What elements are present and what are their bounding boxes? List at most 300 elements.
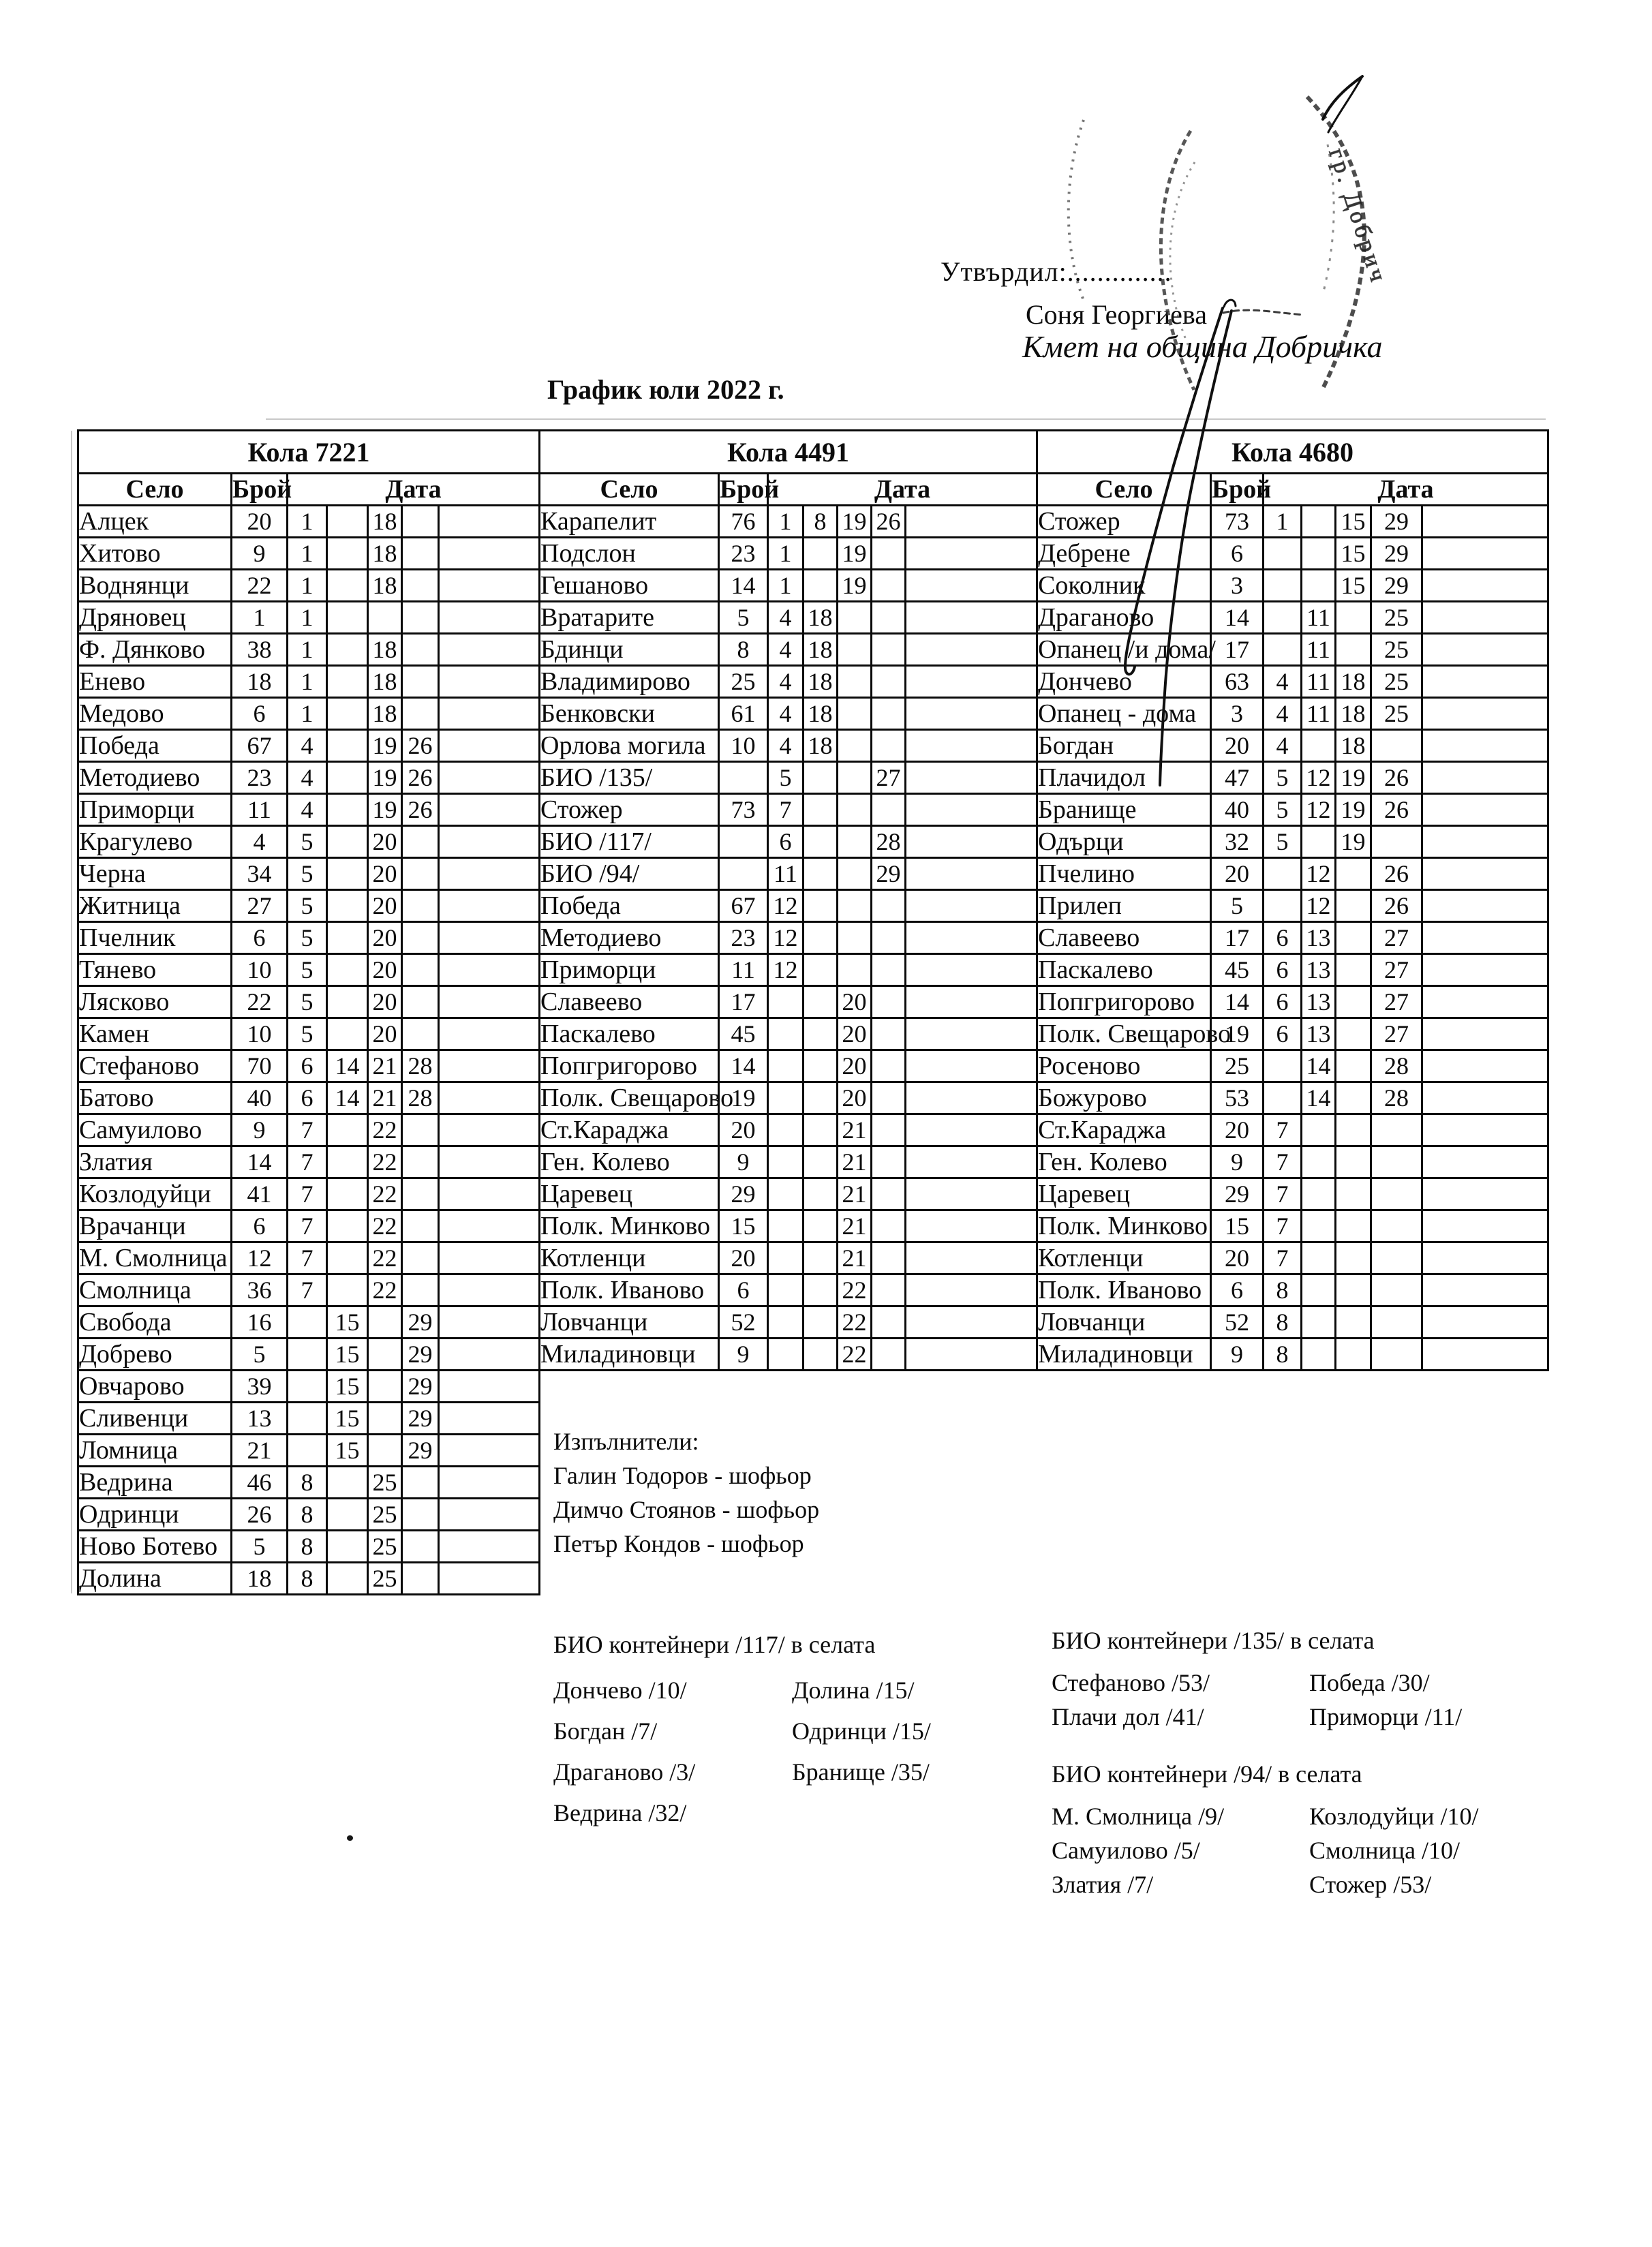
date-cell <box>804 890 838 922</box>
spacer-cell <box>1422 506 1548 538</box>
date-cell: 7 <box>1264 1146 1302 1178</box>
table-row <box>1037 1178 1548 1210</box>
spacer-cell <box>1422 1274 1548 1306</box>
date-cell <box>872 1242 906 1274</box>
count-cell: 53 <box>1211 1082 1264 1114</box>
date-cell: 22 <box>368 1178 402 1210</box>
village-cell: Батово <box>78 1082 232 1114</box>
date-cell <box>327 1531 368 1563</box>
spacer-cell <box>439 1114 540 1146</box>
date-cell: 26 <box>1371 890 1422 922</box>
date-cell <box>1302 1210 1336 1242</box>
spacer-cell <box>906 666 1037 698</box>
date-cell <box>804 1082 838 1114</box>
table-row <box>78 954 540 986</box>
page-title: График юли 2022 г. <box>547 374 784 405</box>
date-cell <box>327 1114 368 1146</box>
date-cell: 1 <box>288 634 327 666</box>
village-cell: Стефаново <box>78 1050 232 1082</box>
count-cell: 47 <box>1211 762 1264 794</box>
date-cell <box>1302 1242 1336 1274</box>
date-cell <box>288 1339 327 1371</box>
date-cell <box>327 570 368 602</box>
date-cell: 7 <box>288 1242 327 1274</box>
spacer-cell <box>1422 794 1548 826</box>
date-cell: 25 <box>368 1563 402 1595</box>
village-cell: Опанец /и дома/ <box>1037 634 1211 666</box>
village-cell: Сливенци <box>78 1403 232 1435</box>
date-cell <box>804 794 838 826</box>
date-cell: 20 <box>368 858 402 890</box>
date-cell: 12 <box>768 890 804 922</box>
village-cell: Свобода <box>78 1306 232 1339</box>
date-cell <box>327 1210 368 1242</box>
list-item: Златия /7/ <box>1052 1871 1154 1898</box>
date-cell: 4 <box>768 666 804 698</box>
count-cell: 6 <box>232 698 288 730</box>
date-cell <box>402 1499 439 1531</box>
table-row <box>540 538 1037 570</box>
table-row <box>78 538 540 570</box>
date-cell <box>368 602 402 634</box>
date-cell <box>402 1018 439 1050</box>
date-cell: 26 <box>872 506 906 538</box>
count-cell: 25 <box>719 666 768 698</box>
table-row <box>1037 1210 1548 1242</box>
date-cell: 6 <box>288 1050 327 1082</box>
date-cell <box>804 538 838 570</box>
date-cell: 13 <box>1302 1018 1336 1050</box>
village-cell: Ведрина <box>78 1467 232 1499</box>
village-cell: Бранище <box>1037 794 1211 826</box>
village-cell: Владимирово <box>540 666 719 698</box>
village-cell: Славеево <box>1037 922 1211 954</box>
date-cell <box>872 1082 906 1114</box>
spacer-cell <box>439 954 540 986</box>
spacer-cell <box>439 1531 540 1563</box>
list-item: Победа /30/ <box>1309 1669 1430 1696</box>
date-cell: 11 <box>1302 698 1336 730</box>
date-cell: 20 <box>838 986 872 1018</box>
table-row <box>1037 1242 1548 1274</box>
date-cell: 18 <box>804 634 838 666</box>
scan-artifact-line-left <box>71 431 72 1593</box>
date-cell <box>327 890 368 922</box>
table-row <box>540 1082 1037 1114</box>
date-cell <box>1336 1146 1371 1178</box>
date-cell <box>1302 1114 1336 1146</box>
date-cell <box>804 1050 838 1082</box>
village-cell: Пчелино <box>1037 858 1211 890</box>
date-cell: 18 <box>1336 730 1371 762</box>
spacer-cell <box>439 1371 540 1403</box>
date-cell <box>872 602 906 634</box>
date-cell <box>804 570 838 602</box>
spacer-cell <box>439 1210 540 1242</box>
date-cell: 4 <box>1264 698 1302 730</box>
village-cell: Смолница <box>78 1274 232 1306</box>
table-row <box>540 602 1037 634</box>
count-cell: 6 <box>1211 1274 1264 1306</box>
date-cell <box>1302 1274 1336 1306</box>
table-row <box>78 1210 540 1242</box>
date-cell: 15 <box>327 1371 368 1403</box>
date-cell: 1 <box>288 698 327 730</box>
table-row <box>1037 1114 1548 1146</box>
count-cell: 20 <box>1211 858 1264 890</box>
village-cell: Соколник <box>1037 570 1211 602</box>
spacer-cell <box>906 826 1037 858</box>
date-cell <box>327 1467 368 1499</box>
count-cell <box>719 858 768 890</box>
date-cell <box>768 1018 804 1050</box>
village-cell: Полк. Свещарово <box>1037 1018 1211 1050</box>
date-cell: 7 <box>1264 1210 1302 1242</box>
count-cell: 63 <box>1211 666 1264 698</box>
spacer-cell <box>439 794 540 826</box>
village-cell: Ловчанци <box>540 1306 719 1339</box>
date-cell <box>1371 1274 1422 1306</box>
spacer-cell <box>439 1082 540 1114</box>
village-cell: Добрево <box>78 1339 232 1371</box>
spacer-cell <box>1422 858 1548 890</box>
date-cell: 25 <box>368 1531 402 1563</box>
table-row <box>540 954 1037 986</box>
date-cell: 22 <box>368 1274 402 1306</box>
date-cell <box>1302 1339 1336 1371</box>
date-cell <box>768 1306 804 1339</box>
date-cell <box>1336 858 1371 890</box>
bio-col-1 <box>1052 1799 1309 1901</box>
count-cell: 39 <box>232 1371 288 1403</box>
village-cell: Росеново <box>1037 1050 1211 1082</box>
scan-speck <box>347 1835 353 1841</box>
spacer-cell <box>439 1306 540 1339</box>
date-cell: 21 <box>368 1082 402 1114</box>
date-cell: 18 <box>368 570 402 602</box>
date-cell <box>1302 826 1336 858</box>
date-cell: 18 <box>804 698 838 730</box>
spacer-cell <box>906 1339 1037 1371</box>
date-cell: 15 <box>1336 538 1371 570</box>
date-cell <box>327 1146 368 1178</box>
date-cell: 25 <box>368 1467 402 1499</box>
village-cell: Крагулево <box>78 826 232 858</box>
date-cell: 14 <box>1302 1082 1336 1114</box>
spacer-cell <box>439 538 540 570</box>
date-cell: 22 <box>368 1210 402 1242</box>
date-cell: 15 <box>1336 570 1371 602</box>
table-row <box>78 826 540 858</box>
table-kola-4491 <box>538 429 1038 1371</box>
count-cell: 5 <box>232 1531 288 1563</box>
date-cell: 18 <box>804 666 838 698</box>
village-cell: БИО /117/ <box>540 826 719 858</box>
date-cell: 1 <box>768 570 804 602</box>
spacer-cell <box>439 1018 540 1050</box>
date-cell: 18 <box>368 698 402 730</box>
village-cell: Ген. Колево <box>540 1146 719 1178</box>
list-item: М. Смолница /9/ <box>1052 1803 1225 1830</box>
list-item: Дончево /10/ <box>553 1677 687 1704</box>
table-row <box>1037 538 1548 570</box>
date-cell <box>838 826 872 858</box>
date-cell: 8 <box>1264 1306 1302 1339</box>
spacer-cell <box>439 506 540 538</box>
date-cell <box>872 1306 906 1339</box>
count-cell: 9 <box>1211 1339 1264 1371</box>
village-cell: Одринци <box>78 1499 232 1531</box>
date-cell <box>288 1306 327 1339</box>
village-cell: Гешаново <box>540 570 719 602</box>
date-cell <box>1302 730 1336 762</box>
date-cell <box>327 1018 368 1050</box>
count-cell: 36 <box>232 1274 288 1306</box>
count-cell: 52 <box>719 1306 768 1339</box>
date-cell <box>327 858 368 890</box>
date-cell <box>402 602 439 634</box>
date-cell <box>838 890 872 922</box>
spacer-cell <box>906 1274 1037 1306</box>
date-cell <box>1264 570 1302 602</box>
date-cell: 22 <box>838 1274 872 1306</box>
count-cell: 40 <box>232 1082 288 1114</box>
table-row <box>1037 858 1548 890</box>
spacer-cell <box>1422 538 1548 570</box>
date-cell <box>838 698 872 730</box>
executors-list <box>553 1458 819 1561</box>
table-row <box>540 858 1037 890</box>
date-cell: 12 <box>1302 890 1336 922</box>
count-cell: 34 <box>232 858 288 890</box>
village-cell: Алцек <box>78 506 232 538</box>
date-cell <box>838 602 872 634</box>
village-cell: Полк. Иваново <box>540 1274 719 1306</box>
table-row <box>78 1499 540 1531</box>
count-cell: 17 <box>719 986 768 1018</box>
date-cell: 7 <box>288 1146 327 1178</box>
bio-heading: БИО контейнери /135/ в селата <box>1052 1627 1375 1654</box>
date-cell: 4 <box>288 794 327 826</box>
count-cell <box>719 762 768 794</box>
date-cell: 5 <box>288 954 327 986</box>
date-cell: 20 <box>368 826 402 858</box>
village-cell: Драганово <box>1037 602 1211 634</box>
count-cell: 11 <box>719 954 768 986</box>
spacer-cell <box>439 730 540 762</box>
village-cell: Вратарите <box>540 602 719 634</box>
table-row <box>540 666 1037 698</box>
date-cell: 15 <box>327 1306 368 1339</box>
count-cell: 5 <box>719 602 768 634</box>
list-item: Димчо Стоянов - шофьор <box>553 1496 820 1523</box>
bio-heading: БИО контейнери /117/ в селата <box>553 1631 876 1658</box>
date-cell: 15 <box>327 1339 368 1371</box>
date-cell: 7 <box>768 794 804 826</box>
table-row <box>78 1050 540 1082</box>
table-row <box>1037 730 1548 762</box>
date-cell: 29 <box>402 1435 439 1467</box>
table-row <box>1037 506 1548 538</box>
date-cell: 4 <box>768 602 804 634</box>
spacer-cell <box>1422 1306 1548 1339</box>
date-cell <box>1302 506 1336 538</box>
date-cell <box>872 986 906 1018</box>
date-cell: 28 <box>1371 1050 1422 1082</box>
date-cell: 4 <box>1264 730 1302 762</box>
list-item: Плачи дол /41/ <box>1052 1703 1204 1730</box>
count-cell: 22 <box>232 570 288 602</box>
village-cell: Приморци <box>540 954 719 986</box>
count-cell: 15 <box>1211 1210 1264 1242</box>
table-row <box>78 506 540 538</box>
date-cell <box>872 1050 906 1082</box>
date-cell: 8 <box>288 1467 327 1499</box>
list-item: Драганово /3/ <box>553 1758 696 1786</box>
table-row <box>78 602 540 634</box>
date-cell <box>768 1082 804 1114</box>
date-cell: 19 <box>368 762 402 794</box>
table-row <box>1037 570 1548 602</box>
date-cell: 15 <box>1336 506 1371 538</box>
count-cell: 73 <box>719 794 768 826</box>
spacer-cell <box>439 858 540 890</box>
date-cell <box>804 858 838 890</box>
col-header-count: Брой <box>232 474 288 506</box>
date-cell: 20 <box>368 954 402 986</box>
date-cell <box>327 794 368 826</box>
date-cell: 12 <box>768 922 804 954</box>
village-cell: Дряновец <box>78 602 232 634</box>
date-cell <box>327 1563 368 1595</box>
table-row <box>540 986 1037 1018</box>
table-row <box>78 922 540 954</box>
village-cell: Медово <box>78 698 232 730</box>
count-cell: 14 <box>719 1050 768 1082</box>
date-cell: 1 <box>288 570 327 602</box>
date-cell: 1 <box>288 602 327 634</box>
date-cell: 5 <box>288 890 327 922</box>
date-cell <box>1336 1018 1371 1050</box>
executors-heading: Изпълнители: <box>553 1428 699 1455</box>
date-cell: 5 <box>288 858 327 890</box>
date-cell <box>872 1114 906 1146</box>
date-cell <box>402 1531 439 1563</box>
date-cell <box>402 666 439 698</box>
date-cell: 26 <box>1371 762 1422 794</box>
list-item: Приморци /11/ <box>1309 1703 1463 1730</box>
date-cell <box>768 1050 804 1082</box>
spacer-cell <box>439 666 540 698</box>
village-cell: Стожер <box>540 794 719 826</box>
village-cell: Подслон <box>540 538 719 570</box>
village-cell: Полк. Минково <box>1037 1210 1211 1242</box>
date-cell <box>1264 1082 1302 1114</box>
date-cell <box>872 954 906 986</box>
bio-col-1 <box>1052 1666 1309 1734</box>
date-cell <box>1336 1306 1371 1339</box>
village-cell: Воднянци <box>78 570 232 602</box>
count-cell <box>719 826 768 858</box>
village-cell: Методиево <box>540 922 719 954</box>
date-cell <box>838 730 872 762</box>
date-cell: 18 <box>804 730 838 762</box>
village-cell: Стожер <box>1037 506 1211 538</box>
date-cell <box>402 954 439 986</box>
date-cell: 6 <box>1264 954 1302 986</box>
count-cell: 46 <box>232 1467 288 1499</box>
date-cell: 6 <box>1264 1018 1302 1050</box>
date-cell: 8 <box>1264 1274 1302 1306</box>
date-cell: 21 <box>838 1178 872 1210</box>
village-cell: Царевец <box>540 1178 719 1210</box>
date-cell <box>402 986 439 1018</box>
table-row <box>1037 634 1548 666</box>
count-cell: 5 <box>1211 890 1264 922</box>
table-row <box>540 1146 1037 1178</box>
spacer-cell <box>1422 1339 1548 1371</box>
date-cell <box>1302 570 1336 602</box>
village-cell: Черна <box>78 858 232 890</box>
table-row <box>78 858 540 890</box>
count-cell: 9 <box>232 1114 288 1146</box>
date-cell <box>804 922 838 954</box>
date-cell: 4 <box>1264 666 1302 698</box>
date-cell: 1 <box>288 666 327 698</box>
count-cell: 32 <box>1211 826 1264 858</box>
date-cell <box>1336 1178 1371 1210</box>
table-row <box>1037 1018 1548 1050</box>
date-cell <box>768 1274 804 1306</box>
table-row <box>78 986 540 1018</box>
date-cell <box>288 1435 327 1467</box>
count-cell: 12 <box>232 1242 288 1274</box>
date-cell <box>1371 1339 1422 1371</box>
date-cell: 25 <box>368 1499 402 1531</box>
date-cell: 28 <box>402 1050 439 1082</box>
date-cell <box>402 1563 439 1595</box>
date-cell: 11 <box>1302 602 1336 634</box>
date-cell <box>1336 922 1371 954</box>
date-cell <box>327 1274 368 1306</box>
table-row <box>540 730 1037 762</box>
date-cell <box>1336 954 1371 986</box>
date-cell: 7 <box>288 1210 327 1242</box>
date-cell <box>368 1403 402 1435</box>
date-cell: 19 <box>368 730 402 762</box>
date-cell: 19 <box>838 538 872 570</box>
date-cell <box>327 602 368 634</box>
village-cell: Ген. Колево <box>1037 1146 1211 1178</box>
date-cell <box>804 1146 838 1178</box>
date-cell <box>872 538 906 570</box>
table-row <box>540 1178 1037 1210</box>
date-cell: 15 <box>327 1403 368 1435</box>
date-cell <box>804 1018 838 1050</box>
date-cell <box>1371 1242 1422 1274</box>
village-cell: Котленци <box>1037 1242 1211 1274</box>
date-cell: 26 <box>1371 794 1422 826</box>
table-row <box>540 570 1037 602</box>
col-header-village: Село <box>78 474 232 506</box>
date-cell <box>1336 634 1371 666</box>
count-cell: 14 <box>1211 986 1264 1018</box>
spacer-cell <box>439 1339 540 1371</box>
village-cell: Методиево <box>78 762 232 794</box>
date-cell: 14 <box>1302 1050 1336 1082</box>
date-cell: 29 <box>1371 506 1422 538</box>
table-row <box>1037 698 1548 730</box>
